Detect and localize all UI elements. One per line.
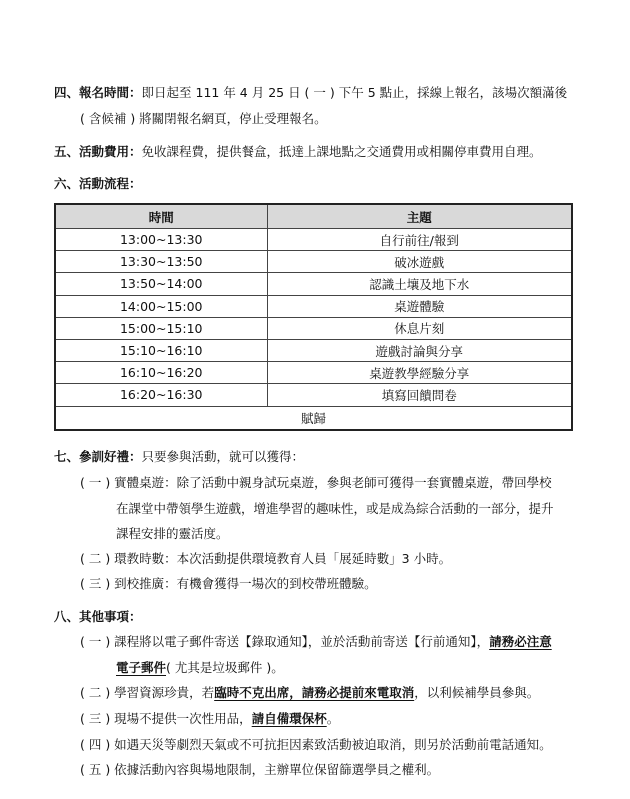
section-8-item-1-emphasis-1: 請務必注意: [489, 634, 552, 649]
schedule-topic: 休息片刻: [267, 317, 572, 339]
schedule-time: 13:50~14:00: [55, 273, 267, 295]
schedule-row: [55, 317, 572, 339]
schedule-row: [55, 251, 572, 273]
schedule-time: 15:10~16:10: [55, 339, 267, 361]
section-8-heading: 八、其他事項：: [54, 609, 142, 624]
section-4-text-2: ( 含候補 ) 將關閉報名網頁，停止受理報名。: [80, 111, 327, 126]
schedule-topic: 桌遊體驗: [267, 295, 572, 317]
schedule-final-cell: 賦歸: [55, 406, 572, 430]
section-8-item-2-emphasis: 臨時不克出席，請務必提前來電取消: [214, 685, 415, 700]
section-8-item-3-text: ( 三 ) 現場不提供一次性用品，: [80, 711, 252, 726]
schedule-time: 15:00~15:10: [55, 317, 267, 339]
section-8-item-2: [80, 683, 539, 703]
section-8-item-1-line-2: [116, 658, 284, 678]
section-4-line-1: [54, 83, 567, 103]
schedule-time: 14:00~15:00: [55, 295, 267, 317]
section-8-item-2-text: ( 二 ) 學習資源珍貴，若: [80, 685, 215, 700]
schedule-topic: 桌遊教學經驗分享: [267, 362, 572, 384]
section-8-item-3-tail: 。: [326, 711, 340, 726]
schedule-header-row: [55, 204, 572, 229]
section-8-item-4: ( 四 ) 如遇天災等劇烈天氣或不可抗拒因素致活動被迫取消，則另於活動前電話通知。: [80, 737, 552, 752]
schedule-final-row: [55, 406, 572, 430]
schedule-topic: 認識土壤及地下水: [267, 273, 572, 295]
schedule-header-topic: 主題: [267, 204, 572, 229]
section-7-line: [54, 447, 304, 467]
schedule-row: [55, 339, 572, 361]
schedule-topic: 填寫回饋問卷: [267, 384, 572, 406]
schedule-topic: 破冰遊戲: [267, 251, 572, 273]
schedule-time: 13:00~13:30: [55, 229, 267, 251]
schedule-time: 16:20~16:30: [55, 384, 267, 406]
section-8-item-1-line-1: [80, 632, 552, 652]
section-7-item-1-line-1: ( 一 ) 實體桌遊：除了活動中親身試玩桌遊，參與老師可獲得一套實體桌遊，帶回學校: [80, 475, 552, 490]
section-4-heading: 四、報名時間：: [54, 85, 142, 100]
section-8-item-5: ( 五 ) 依據活動內容與場地限制，主辦單位保留篩選學員之權利。: [80, 762, 440, 777]
section-7-item-1-line-3: 課程安排的靈活度。: [116, 526, 229, 541]
section-8-item-1-tail: ( 尤其是垃圾郵件 )。: [166, 660, 284, 675]
schedule-topic: 自行前往/報到: [267, 229, 572, 251]
section-7-item-3: ( 三 ) 到校推廣：有機會獲得一場次的到校帶班體驗。: [80, 576, 377, 591]
section-5-text: 免收課程費，提供餐盒，抵達上課地點之交通費用或相關停車費用自理。: [141, 144, 542, 159]
section-4-text-1: 即日起至 111 年 4 月 25 日 ( 一 ) 下午 5 點止，採線上報名，該場次額滿後: [141, 85, 568, 100]
section-7-item-1-line-2: 在課堂中帶領學生遊戲，增進學習的趣味性，或是成為綜合活動的一部分，提升: [116, 501, 554, 516]
section-7-intro: 只要參與活動，就可以獲得：: [141, 449, 305, 464]
schedule-time: 16:10~16:20: [55, 362, 267, 384]
section-8-item-1-emphasis-2: 電子郵件: [116, 660, 167, 675]
schedule-time: 13:30~13:50: [55, 251, 267, 273]
schedule-row: [55, 273, 572, 295]
section-8-item-3-emphasis: 請自備環保杯: [251, 711, 327, 726]
section-5-heading: 五、活動費用：: [54, 144, 142, 159]
schedule-row: [55, 295, 572, 317]
section-5-line: [54, 142, 542, 162]
schedule-row: [55, 229, 572, 251]
section-8-item-2-tail: ，以利候補學員參與。: [414, 685, 540, 700]
section-7-item-2: ( 二 ) 環教時數：本次活動提供環境教育人員「展延時數」3 小時。: [80, 551, 452, 566]
schedule-header-time: 時間: [55, 204, 267, 229]
section-8-item-1-text: ( 一 ) 課程將以電子郵件寄送【錄取通知】，並於活動前寄送【行前通知】，: [80, 634, 490, 649]
section-7-heading: 七、參訓好禮：: [54, 449, 142, 464]
schedule-topic: 遊戲討論與分享: [267, 339, 572, 361]
schedule-row: [55, 384, 572, 406]
section-6-heading: 六、活動流程：: [54, 176, 142, 191]
section-8-item-3: [80, 709, 339, 729]
schedule-table: [54, 203, 573, 431]
schedule-row: [55, 362, 572, 384]
